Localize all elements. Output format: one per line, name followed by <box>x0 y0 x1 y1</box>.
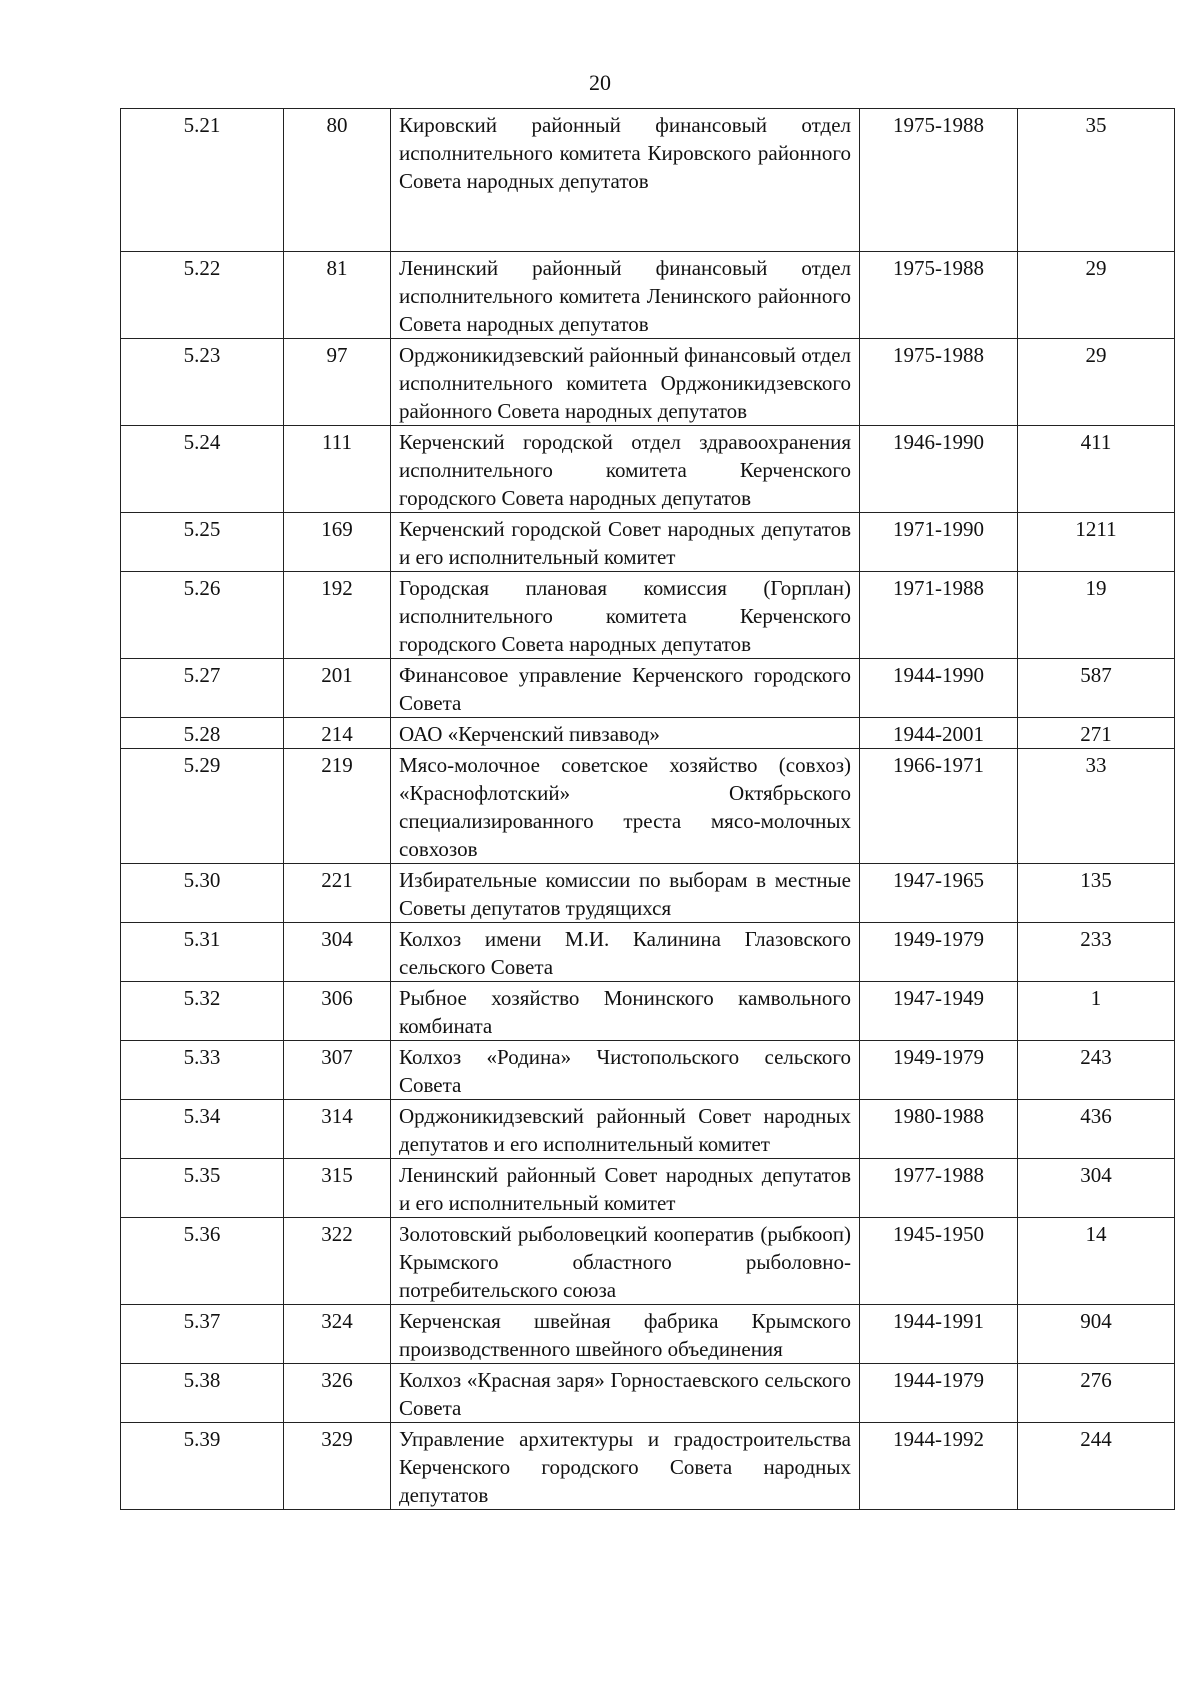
date-range: 1977-1988 <box>860 1159 1018 1218</box>
fund-number: 219 <box>284 749 391 864</box>
row-number: 5.35 <box>121 1159 284 1218</box>
file-count: 33 <box>1018 749 1175 864</box>
date-range: 1944-2001 <box>860 718 1018 749</box>
fund-number: 111 <box>284 426 391 513</box>
date-range: 1975-1988 <box>860 339 1018 426</box>
fund-name: Орджоникидзевский районный финансовый отдел исполнительного комитета Орджоникидзевского районного Совета народных депутатов <box>391 339 860 426</box>
fund-number: 322 <box>284 1218 391 1305</box>
row-number: 5.30 <box>121 864 284 923</box>
fund-name: Керченский городской отдел здравоохранения исполнительного комитета Керченского городского Совета народных депутатов <box>391 426 860 513</box>
date-range: 1949-1979 <box>860 923 1018 982</box>
fund-number: 169 <box>284 513 391 572</box>
fund-name: Кировский районный финансовый отдел исполнительного комитета Кировского районного Совета народных депутатов <box>391 109 860 252</box>
fund-number: 81 <box>284 252 391 339</box>
fund-name: Керченский городской Совет народных депутатов и его исполнительный комитет <box>391 513 860 572</box>
table-row <box>121 1305 1175 1364</box>
date-range: 1971-1988 <box>860 572 1018 659</box>
page-number: 20 <box>589 70 611 95</box>
fund-name: Колхоз «Родина» Чистопольского сельского Совета <box>391 1041 860 1100</box>
fund-number: 304 <box>284 923 391 982</box>
file-count: 1 <box>1018 982 1175 1041</box>
fund-name: Избирательные комиссии по выборам в местные Советы депутатов трудящихся <box>391 864 860 923</box>
fund-name: Мясо-молочное советское хозяйство (совхоз) «Краснофлотский» Октябрьского специализированного треста мясо-молочных совхозов <box>391 749 860 864</box>
row-number: 5.21 <box>121 109 284 252</box>
file-count: 1211 <box>1018 513 1175 572</box>
row-number: 5.34 <box>121 1100 284 1159</box>
row-number: 5.37 <box>121 1305 284 1364</box>
fund-name: Керченская швейная фабрика Крымского производственного швейного объединения <box>391 1305 860 1364</box>
fund-number: 314 <box>284 1100 391 1159</box>
file-count: 276 <box>1018 1364 1175 1423</box>
fund-number: 80 <box>284 109 391 252</box>
date-range: 1947-1965 <box>860 864 1018 923</box>
row-number: 5.36 <box>121 1218 284 1305</box>
file-count: 29 <box>1018 339 1175 426</box>
fund-number: 221 <box>284 864 391 923</box>
fund-number: 201 <box>284 659 391 718</box>
table-row <box>121 1100 1175 1159</box>
table-row <box>121 982 1175 1041</box>
file-count: 35 <box>1018 109 1175 252</box>
row-number: 5.23 <box>121 339 284 426</box>
row-number: 5.29 <box>121 749 284 864</box>
date-range: 1975-1988 <box>860 252 1018 339</box>
row-number: 5.27 <box>121 659 284 718</box>
row-number: 5.28 <box>121 718 284 749</box>
table-row <box>121 426 1175 513</box>
archive-funds-table <box>120 108 1175 1510</box>
file-count: 243 <box>1018 1041 1175 1100</box>
date-range: 1947-1949 <box>860 982 1018 1041</box>
row-number: 5.31 <box>121 923 284 982</box>
fund-number: 214 <box>284 718 391 749</box>
table-row <box>121 1218 1175 1305</box>
date-range: 1980-1988 <box>860 1100 1018 1159</box>
file-count: 233 <box>1018 923 1175 982</box>
table-row <box>121 252 1175 339</box>
table-row <box>121 718 1175 749</box>
file-count: 271 <box>1018 718 1175 749</box>
file-count: 304 <box>1018 1159 1175 1218</box>
fund-name: Финансовое управление Керченского городского Совета <box>391 659 860 718</box>
file-count: 29 <box>1018 252 1175 339</box>
file-count: 19 <box>1018 572 1175 659</box>
table-row <box>121 1423 1175 1510</box>
row-number: 5.32 <box>121 982 284 1041</box>
table-row <box>121 572 1175 659</box>
fund-number: 329 <box>284 1423 391 1510</box>
fund-name: Управление архитектуры и градостроительства Керченского городского Совета народных депутатов <box>391 1423 860 1510</box>
date-range: 1945-1950 <box>860 1218 1018 1305</box>
fund-number: 306 <box>284 982 391 1041</box>
fund-name: Золотовский рыболовецкий кооператив (рыбкооп) Крымского областного рыболовно-потребительского союза <box>391 1218 860 1305</box>
table-row <box>121 1364 1175 1423</box>
file-count: 14 <box>1018 1218 1175 1305</box>
fund-name: Колхоз «Красная заря» Горностаевского сельского Совета <box>391 1364 860 1423</box>
file-count: 436 <box>1018 1100 1175 1159</box>
file-count: 587 <box>1018 659 1175 718</box>
date-range: 1944-1990 <box>860 659 1018 718</box>
fund-number: 326 <box>284 1364 391 1423</box>
fund-number: 315 <box>284 1159 391 1218</box>
row-number: 5.24 <box>121 426 284 513</box>
fund-number: 192 <box>284 572 391 659</box>
date-range: 1944-1979 <box>860 1364 1018 1423</box>
table-body <box>121 109 1175 1510</box>
table-row <box>121 923 1175 982</box>
row-number: 5.39 <box>121 1423 284 1510</box>
fund-name: Ленинский районный Совет народных депутатов и его исполнительный комитет <box>391 1159 860 1218</box>
row-number: 5.25 <box>121 513 284 572</box>
file-count: 411 <box>1018 426 1175 513</box>
table-row <box>121 1041 1175 1100</box>
fund-name: Рыбное хозяйство Монинского камвольного комбината <box>391 982 860 1041</box>
file-count: 904 <box>1018 1305 1175 1364</box>
table-row <box>121 659 1175 718</box>
fund-name: Городская плановая комиссия (Горплан) исполнительного комитета Керченского городского Совета народных депутатов <box>391 572 860 659</box>
table-row <box>121 1159 1175 1218</box>
table-row <box>121 513 1175 572</box>
fund-name: Орджоникидзевский районный Совет народных депутатов и его исполнительный комитет <box>391 1100 860 1159</box>
fund-name: Колхоз имени М.И. Калинина Глазовского сельского Совета <box>391 923 860 982</box>
table-row <box>121 864 1175 923</box>
date-range: 1971-1990 <box>860 513 1018 572</box>
date-range: 1966-1971 <box>860 749 1018 864</box>
fund-name: ОАО «Керченский пивзавод» <box>391 718 860 749</box>
row-number: 5.33 <box>121 1041 284 1100</box>
table-row <box>121 339 1175 426</box>
date-range: 1975-1988 <box>860 109 1018 252</box>
fund-name: Ленинский районный финансовый отдел исполнительного комитета Ленинского районного Совета народных депутатов <box>391 252 860 339</box>
table-row <box>121 749 1175 864</box>
file-count: 135 <box>1018 864 1175 923</box>
fund-number: 307 <box>284 1041 391 1100</box>
row-number: 5.38 <box>121 1364 284 1423</box>
file-count: 244 <box>1018 1423 1175 1510</box>
date-range: 1944-1992 <box>860 1423 1018 1510</box>
date-range: 1949-1979 <box>860 1041 1018 1100</box>
row-number: 5.22 <box>121 252 284 339</box>
date-range: 1946-1990 <box>860 426 1018 513</box>
date-range: 1944-1991 <box>860 1305 1018 1364</box>
fund-number: 324 <box>284 1305 391 1364</box>
row-number: 5.26 <box>121 572 284 659</box>
fund-number: 97 <box>284 339 391 426</box>
table-row <box>121 109 1175 252</box>
